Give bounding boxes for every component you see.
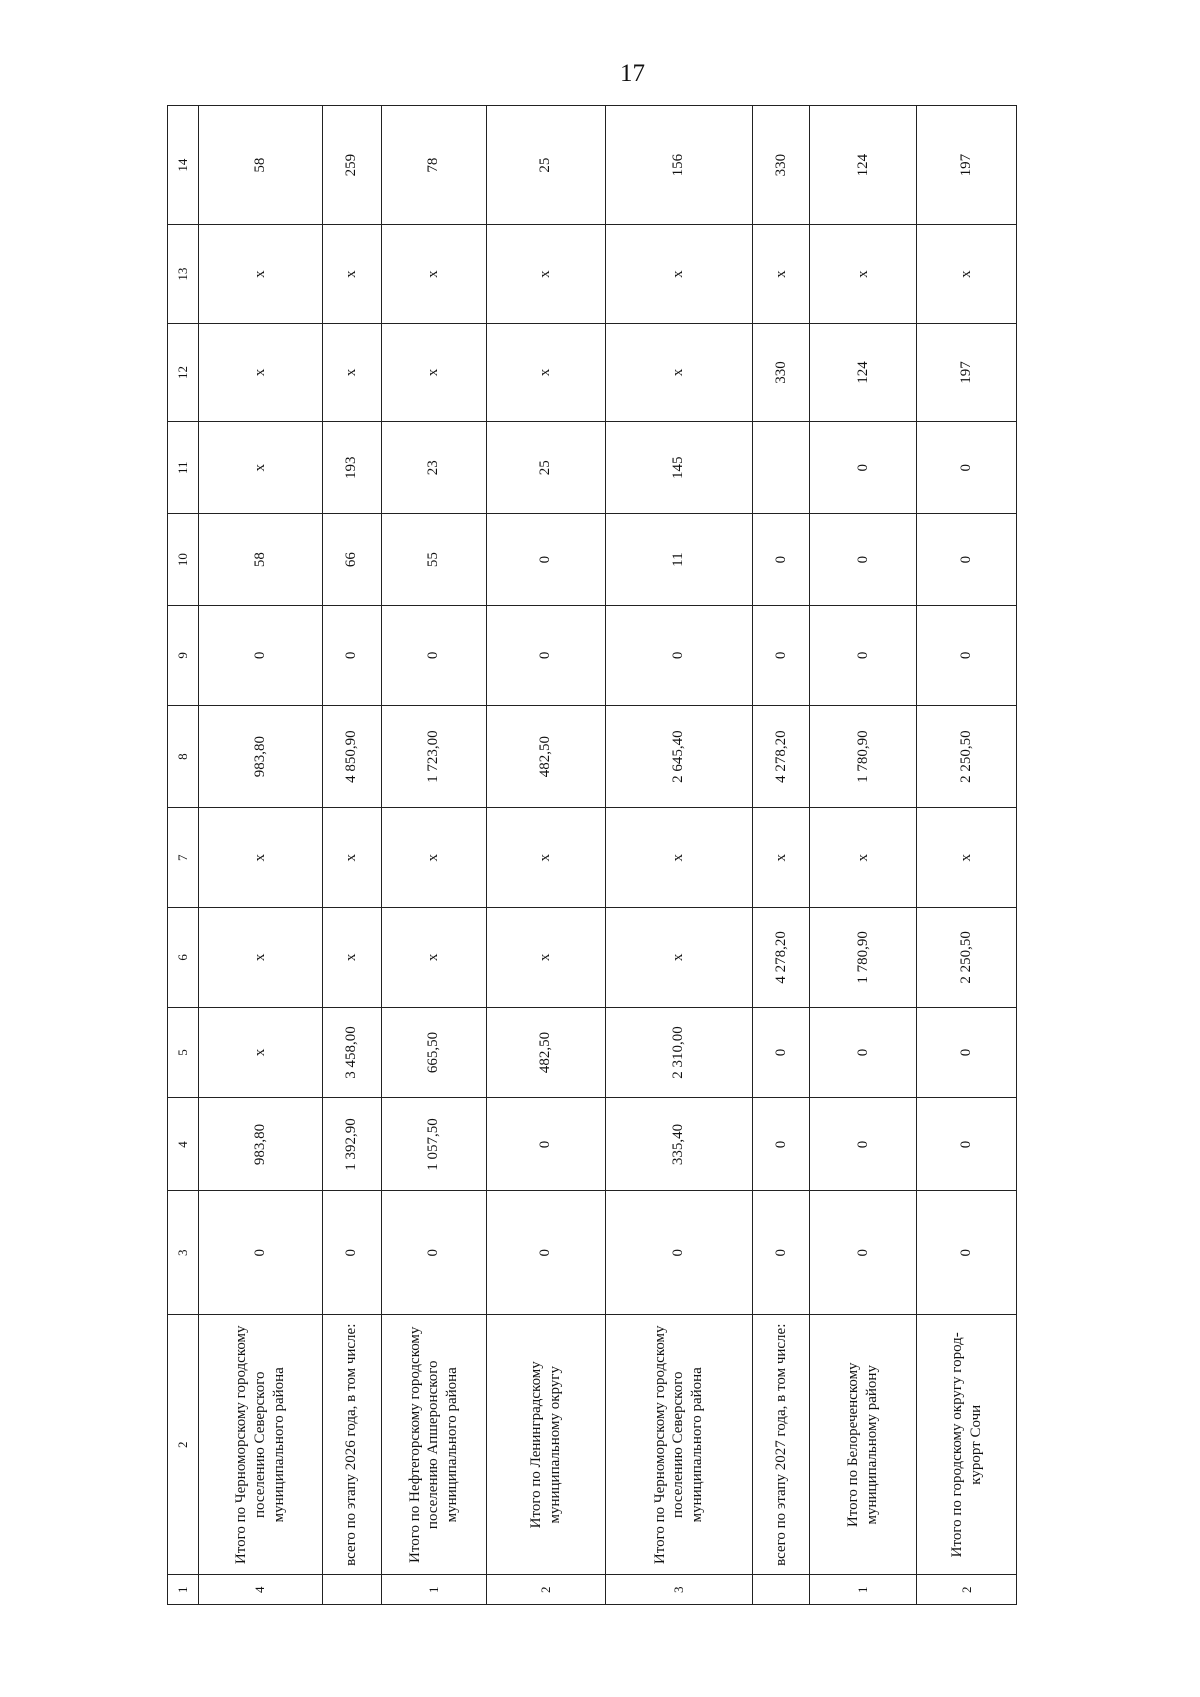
table-row: [382, 106, 487, 1605]
table-cell: 0: [917, 422, 1017, 514]
table-cell: 0: [917, 514, 1017, 606]
table-cell: 0: [322, 606, 381, 706]
row-name: Итого по Черноморскому городскому поселению Северского муниципального района: [605, 1315, 752, 1575]
row-number: 1: [810, 1575, 917, 1605]
table-cell: 58: [198, 514, 322, 606]
column-header: 2: [168, 1315, 199, 1575]
table-cell: 0: [752, 606, 809, 706]
table-row: [917, 106, 1017, 1605]
table-cell: 0: [486, 1098, 605, 1191]
table-row: [810, 106, 917, 1605]
table-cell: 11: [605, 514, 752, 606]
table-cell: х: [198, 1007, 322, 1098]
table-cell: 156: [605, 106, 752, 225]
table-cell: х: [605, 323, 752, 421]
table-row: [322, 106, 381, 1605]
table-cell: 0: [605, 1191, 752, 1315]
table-cell: х: [322, 808, 381, 908]
data-table: [167, 105, 1017, 1605]
table-cell: 0: [917, 1098, 1017, 1191]
table-cell: х: [198, 422, 322, 514]
table-cell: х: [486, 808, 605, 908]
table-cell: 193: [322, 422, 381, 514]
table-cell: 1 057,50: [382, 1098, 487, 1191]
table-row: [752, 106, 809, 1605]
column-header: 14: [168, 106, 199, 225]
row-number: 3: [605, 1575, 752, 1605]
row-number: 1: [382, 1575, 487, 1605]
column-header: 10: [168, 514, 199, 606]
table-cell: х: [752, 808, 809, 908]
table-cell: 124: [810, 323, 917, 421]
table-cell: 330: [752, 323, 809, 421]
table-cell: х: [198, 908, 322, 1008]
table-cell: 335,40: [605, 1098, 752, 1191]
column-header: 11: [168, 422, 199, 514]
table-cell: 25: [486, 422, 605, 514]
table-cell: 0: [752, 1098, 809, 1191]
table-cell: х: [486, 908, 605, 1008]
table-cell: х: [605, 908, 752, 1008]
table-cell: х: [810, 225, 917, 323]
table-cell: 1 723,00: [382, 705, 487, 808]
table-cell: 0: [810, 1007, 917, 1098]
column-header: 7: [168, 808, 199, 908]
table-cell: 25: [486, 106, 605, 225]
table-cell: 330: [752, 106, 809, 225]
column-header: 12: [168, 323, 199, 421]
table-cell: 2 250,50: [917, 705, 1017, 808]
row-name: всего по этапу 2026 года, в том числе:: [322, 1315, 381, 1575]
table-cell: 0: [382, 1191, 487, 1315]
table-cell: х: [322, 225, 381, 323]
table-cell: х: [322, 323, 381, 421]
table-cell: 58: [198, 106, 322, 225]
table-cell: х: [917, 225, 1017, 323]
table-cell: х: [486, 323, 605, 421]
row-number: [322, 1575, 381, 1605]
table-cell: х: [605, 808, 752, 908]
table-cell: х: [198, 808, 322, 908]
table-cell: 259: [322, 106, 381, 225]
row-number: [752, 1575, 809, 1605]
column-header: 5: [168, 1007, 199, 1098]
table-row: [486, 106, 605, 1605]
table-cell: 0: [752, 514, 809, 606]
row-name: Итого по городскому округу город-курорт Сочи: [917, 1315, 1017, 1575]
table-cell: 124: [810, 106, 917, 225]
row-name: Итого по Черноморскому городскому поселению Северского муниципального района: [198, 1315, 322, 1575]
table-cell: 4 278,20: [752, 705, 809, 808]
table-cell: 0: [810, 422, 917, 514]
table-cell: 4 850,90: [322, 705, 381, 808]
table-cell: 482,50: [486, 705, 605, 808]
row-number: 2: [486, 1575, 605, 1605]
table-cell: 197: [917, 323, 1017, 421]
table-cell: 4 278,20: [752, 908, 809, 1008]
row-number: 4: [198, 1575, 322, 1605]
table-cell: 0: [917, 1191, 1017, 1315]
table-cell: 0: [486, 514, 605, 606]
table-cell: 1 780,90: [810, 908, 917, 1008]
table-cell: 1 392,90: [322, 1098, 381, 1191]
table-cell: 983,80: [198, 1098, 322, 1191]
table-cell: х: [752, 225, 809, 323]
table-cell: 0: [810, 1098, 917, 1191]
table-cell: 0: [752, 1191, 809, 1315]
table-cell: х: [382, 808, 487, 908]
table-cell: 0: [322, 1191, 381, 1315]
table-cell: 197: [917, 106, 1017, 225]
table-cell: х: [322, 908, 381, 1008]
row-name: Итого по Белореченскому муниципальному району: [810, 1315, 917, 1575]
table-row: [605, 106, 752, 1605]
table-cell: 145: [605, 422, 752, 514]
column-header: 4: [168, 1098, 199, 1191]
table-cell: х: [605, 225, 752, 323]
table-cell: 0: [810, 1191, 917, 1315]
rotated-table-wrapper: [167, 105, 1017, 1605]
table-cell: х: [810, 808, 917, 908]
table-cell: 78: [382, 106, 487, 225]
row-name: Итого по Ленинградскому муниципальному округу: [486, 1315, 605, 1575]
table-cell: х: [382, 225, 487, 323]
table-cell: 983,80: [198, 705, 322, 808]
table-cell: 0: [486, 606, 605, 706]
table-cell: 2 645,40: [605, 705, 752, 808]
table-cell: х: [382, 908, 487, 1008]
column-header: 1: [168, 1575, 199, 1605]
table-cell: 0: [605, 606, 752, 706]
row-number: 2: [917, 1575, 1017, 1605]
table-cell: 0: [917, 1007, 1017, 1098]
table-cell: х: [198, 323, 322, 421]
table-cell: 0: [917, 606, 1017, 706]
table-cell: х: [382, 323, 487, 421]
table-cell: 482,50: [486, 1007, 605, 1098]
table-cell: 0: [382, 606, 487, 706]
column-header: 9: [168, 606, 199, 706]
table-cell: 23: [382, 422, 487, 514]
page-number: 17: [620, 60, 645, 87]
table-cell: 0: [752, 1007, 809, 1098]
table-cell: 3 458,00: [322, 1007, 381, 1098]
table-cell: 2 310,00: [605, 1007, 752, 1098]
column-header: 3: [168, 1191, 199, 1315]
table-cell: 1 780,90: [810, 705, 917, 808]
table-body: [168, 106, 1017, 1605]
table-cell: 0: [486, 1191, 605, 1315]
table-cell: х: [917, 808, 1017, 908]
table-cell: 55: [382, 514, 487, 606]
table-cell: 0: [810, 606, 917, 706]
row-name: всего по этапу 2027 года, в том числе:: [752, 1315, 809, 1575]
column-header-row: [168, 106, 199, 1605]
table-cell: 0: [810, 514, 917, 606]
table-cell: 66: [322, 514, 381, 606]
column-header: 8: [168, 705, 199, 808]
column-header: 13: [168, 225, 199, 323]
table-cell: 0: [198, 606, 322, 706]
table-cell: х: [198, 225, 322, 323]
table-row: [198, 106, 322, 1605]
table-cell: 2 250,50: [917, 908, 1017, 1008]
column-header: 6: [168, 908, 199, 1008]
table-cell: 0: [198, 1191, 322, 1315]
table-cell: 665,50: [382, 1007, 487, 1098]
row-name: Итого по Нефтегорскому городскому поселению Апшеронского муниципального района: [382, 1315, 487, 1575]
table-cell: х: [486, 225, 605, 323]
table-cell: [752, 422, 809, 514]
